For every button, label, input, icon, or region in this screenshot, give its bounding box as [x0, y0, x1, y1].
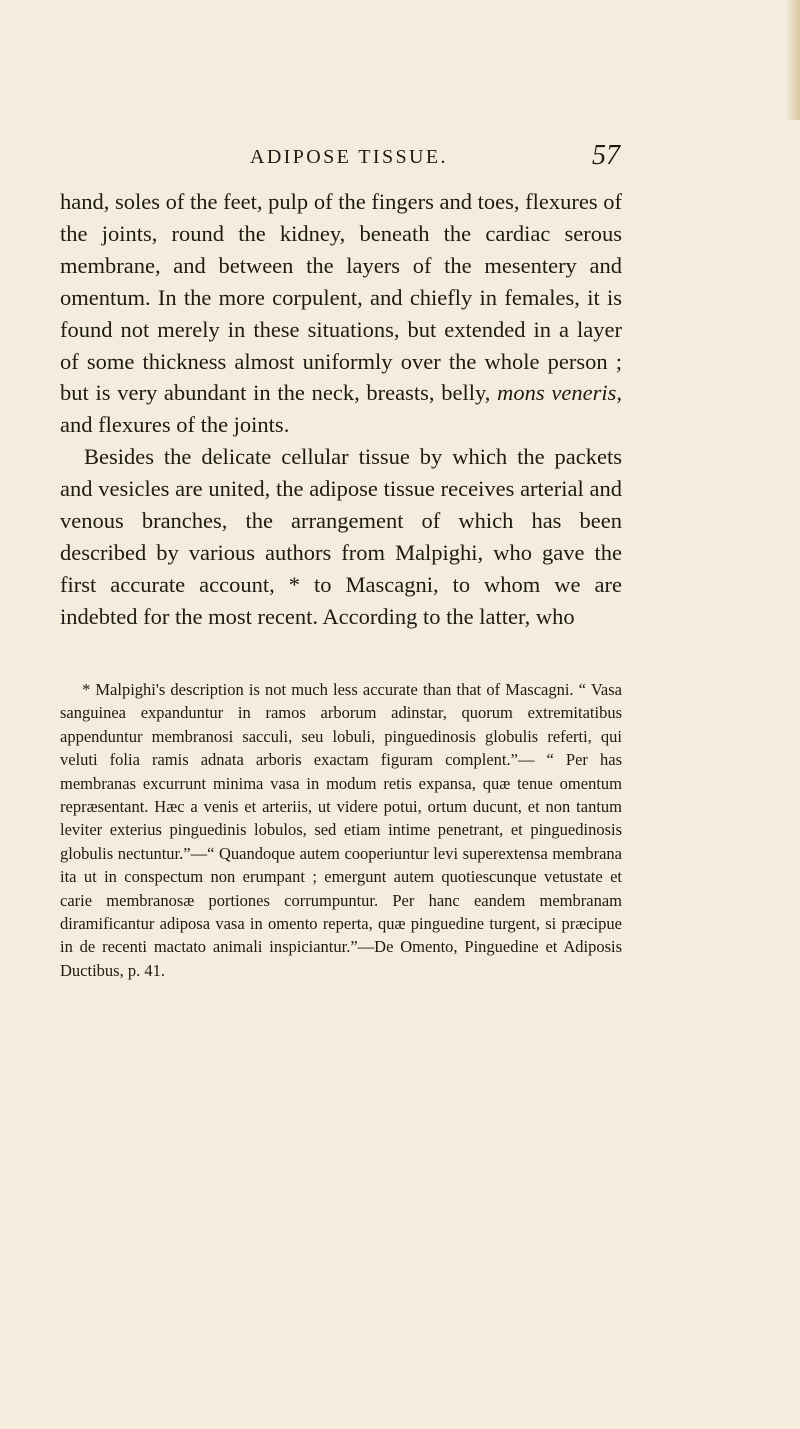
page-header [60, 140, 620, 176]
footnote [60, 678, 622, 982]
page-edge-shadow [786, 0, 800, 120]
paragraph-2: Besides the delicate cellular tissue by which the packets and vesicles are united, the adipose tissue receives arterial and venous branches, the arrangement of which has been described by various authors from Malpighi, who gave the first accurate account, * to Mascagni, to whom we are indebted for the most recent. According to the latter, who [60, 444, 622, 629]
running-title: ADIPOSE TISSUE. [250, 146, 448, 168]
paragraph-1-italic-term: mons veneris, [497, 380, 622, 406]
footnote-text: * Malpighi's description is not much less accurate than that of Mascagni. “ Vasa sanguinea expanduntur in ramos arborum adinstar, quorum extremitatibus appenduntur membranosi sacculi, seu lobuli, pinguedinosis globulis referti, qui veluti folia ramis adnata arboris exactam figuram complent.”— “ Per has membranas excurrunt minima vasa in modum retis expansa, quæ tenue omentum repræsentant. Hæc a venis et arteriis, ut videre potui, ortum ducunt, et non tantum leviter exterius pinguedinis lobulos, sed etiam intime penetrant, et pinguedinosis globulis nectuntur.”—“ Quandoque autem cooperiuntur levi superextensa membrana ita ut in conspectum non erumpant ; emergunt autem quotiescunque vetustate et carie membranosæ portiones corrumpuntur. Per hanc eandem membranam diramificantur adiposa vasa in omento reperta, quæ pinguedine turgent, si præcipue in de recenti mactato animali inspiciantur.”—De Omento, Pinguedine et Adiposis Ductibus, p. 41. [60, 680, 622, 980]
paragraph-1-tail: and flexures of the joints. [60, 412, 290, 438]
paragraph-1-lead: hand, soles of the feet, pulp of the fingers and toes, flexures of the joints, round the kidney, beneath the cardiac serous membrane, and between the layers of the mesentery and omentum. In the more corpulent, and chiefly in females, it is found not merely in these situations, but extended in a layer of some thickness almost uniformly over the whole person ; but is very abundant in the neck, breasts, belly, [60, 189, 622, 406]
body-text [60, 186, 622, 633]
paragraph-1 [60, 186, 622, 441]
page-number: 57 [592, 140, 620, 171]
